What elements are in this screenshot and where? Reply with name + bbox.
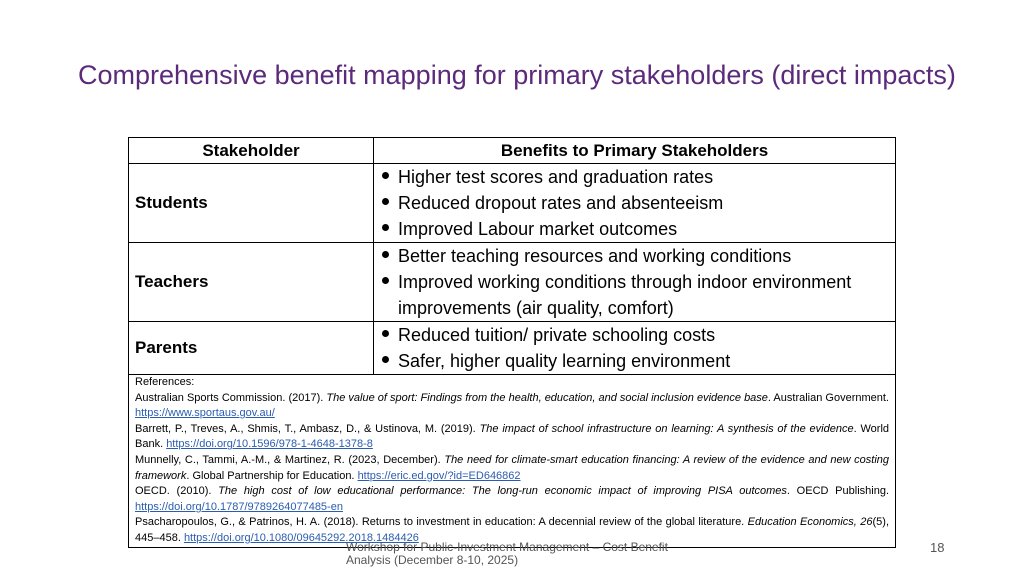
benefits-parents [374,322,896,375]
stakeholder-teachers: Teachers [129,243,374,322]
references-row [129,375,896,548]
reference-item [135,453,889,484]
reference-publisher: . OECD Publishing. [786,485,889,498]
benefit-list [380,243,889,321]
reference-title: The impact of school infrastructure on learning: A synthesis of the evidence [479,422,854,435]
reference-title: The value of sport: Findings from the health, education, and social inclusion evidence base [326,391,768,404]
reference-link[interactable]: https://doi.org/10.1787/9789264077485-en [135,500,343,513]
reference-publisher: (5), 445–458. [135,516,889,544]
header-stakeholder: Stakeholder [129,138,374,164]
reference-publisher: . World Bank. [135,422,890,451]
reference-link[interactable]: https://doi.org/10.1080/09645292.2018.1484426 [183,531,419,544]
benefits-teachers [374,243,896,322]
slide-title: Comprehensive benefit mapping for primary stakeholders (direct impacts) [78,60,956,90]
table-header-row [129,138,896,164]
references-cell [129,375,896,548]
benefit-item: Reduced tuition/ private schooling costs [380,322,889,348]
reference-item [135,391,889,422]
table-row [129,322,896,375]
reference-title: Education Economics, 26 [747,516,873,529]
benefit-item: Improved Labour market outcomes [380,216,889,242]
benefit-list [380,322,889,374]
reference-link[interactable]: https://www.sportaus.gov.au/ [135,407,275,420]
benefit-item: Better teaching resources and working conditions [380,243,889,269]
reference-authors: Psacharopoulos, G., & Patrinos, H. A. (2018). Returns to investment in education: A decennial review of the global literature. [135,516,748,529]
reference-link[interactable]: https://eric.ed.gov/?id=ED646862 [357,469,521,482]
reference-authors: Barrett, P., Treves, A., Shmis, T., Ambasz, D., & Ustinova, M. (2019). [135,422,480,435]
reference-link[interactable]: https://doi.org/10.1596/978-1-4648-1378-8 [166,438,373,451]
stakeholder-parents: Parents [129,322,374,375]
reference-authors: Munnelly, C., Tammi, A.-M., & Martinez, R. (2023, December). [135,453,445,466]
benefit-item: Reduced dropout rates and absenteeism [380,190,889,216]
page-number: 18 [930,540,945,555]
stakeholder-students: Students [129,164,374,243]
reference-authors: OECD. (2010). [135,485,219,498]
reference-item [135,422,889,453]
benefit-item: Safer, higher quality learning environment [380,348,889,374]
reference-title: The need for climate-smart education financing: A review of the evidence and new costing framework [135,453,890,482]
references-heading: References: [135,376,195,388]
reference-publisher: . Australian Government. [767,391,889,404]
reference-publisher: . Global Partnership for Education. [186,469,358,482]
reference-item [135,484,889,515]
reference-title: The high cost of low educational performance: The long-run economic impact of improving PISA outcomes [218,485,787,498]
table-row [129,164,896,243]
footer-text: Workshop for Public-Investment Management – Cost Benefit Analysis (December 8-10, 2025) [346,540,668,567]
benefit-list [380,164,889,242]
benefit-item: Improved working conditions through indoor environment improvements (air quality, comfort) [380,269,889,321]
benefits-table [128,137,896,548]
benefit-item: Higher test scores and graduation rates [380,164,889,190]
header-benefits: Benefits to Primary Stakeholders [374,138,896,164]
reference-authors: Australian Sports Commission. (2017). [135,391,327,404]
benefits-students [374,164,896,243]
table-row [129,243,896,322]
